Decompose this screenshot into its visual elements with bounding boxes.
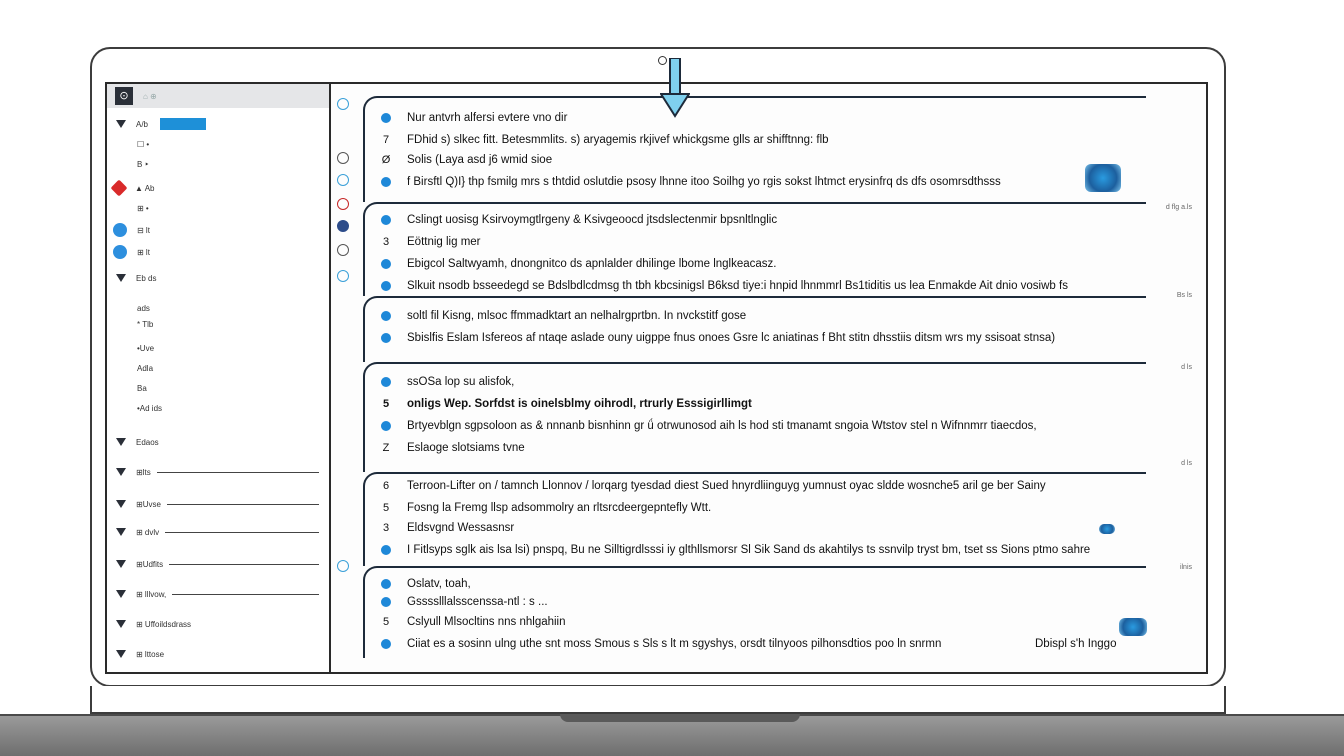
list-item-text: Brtyevblgn sgpsoloon as & nnnanb bisnhinn gr ǘ otrwunosod aih ls hod sti tmanamt sngoia Wtstov stel n Wifnnmrr tiaecdos, <box>407 420 1037 432</box>
layers-icon[interactable] <box>337 560 349 572</box>
list-item[interactable] <box>381 112 567 124</box>
bullet-icon <box>381 113 391 123</box>
sidebar-divider <box>157 472 319 473</box>
sidebar-item[interactable] <box>107 114 329 134</box>
sidebar-header <box>107 84 329 108</box>
caret-down-icon <box>116 500 126 508</box>
list-item-text: Ebigcol Saltwyamh, dnongnitco ds apnlalder dhilinge lbome lnglkeacasz. <box>407 258 777 270</box>
list-item-text: Cslyull Mlsocltins nns nhlgahiin <box>407 616 566 628</box>
sidebar-item-label: ⊟ lt <box>137 225 150 235</box>
sidebar-item[interactable] <box>107 584 329 604</box>
side-tag: d ls <box>1181 364 1192 371</box>
list-item-text: onligs Wep. Sorfdst is oinelsblmy oihrodl, rtrurly Esssigirllimgt <box>407 398 752 410</box>
side-tag: d ls <box>1181 460 1192 467</box>
sidebar-item-label: B ‣ <box>137 159 150 169</box>
sidebar-item[interactable] <box>107 242 329 262</box>
sidebar-item-label: ⊞ lllvow, <box>136 589 167 599</box>
sidebar-item[interactable] <box>107 398 329 418</box>
sidebar-item-label: ⊞ • <box>137 203 149 213</box>
blue-dot-icon <box>113 245 127 259</box>
list-item-text: Slkuit nsodb bsseedegd se Bdslbdlcdmsg th tbh kbcsinigsl B6ksd tiye:i hnpid lhnmmrl Bs1tiditis us lea Enmakde Ait dnio vosiwb fs <box>407 280 1068 292</box>
sidebar-item-label: ⊞Uvse <box>136 499 161 509</box>
sidebar-divider <box>172 594 319 595</box>
caret-down-icon <box>116 274 126 282</box>
sidebar-item-label: Adla <box>137 363 154 373</box>
caret-down-icon <box>116 620 126 628</box>
row-marker: Z <box>382 442 390 454</box>
list-item[interactable] <box>381 544 1090 556</box>
list-item-text: Oslatv, toah, <box>407 578 471 590</box>
list-item[interactable] <box>381 214 777 226</box>
list-item-text: Eöttnig lig mer <box>407 236 481 248</box>
bullet-icon <box>381 177 391 187</box>
bullet-icon <box>381 421 391 431</box>
list-item[interactable] <box>381 398 752 410</box>
list-item[interactable] <box>381 420 1037 432</box>
bullet-icon <box>381 311 391 321</box>
bullet-icon <box>381 333 391 343</box>
list-item[interactable] <box>1035 638 1116 650</box>
list-item[interactable] <box>381 616 566 628</box>
list-item[interactable] <box>381 134 829 146</box>
list-item[interactable] <box>381 638 941 650</box>
sidebar-item-label: ⊞ lttose <box>136 649 165 659</box>
list-item-text: Nur antvrh alfersi evtere vno dir <box>407 112 568 124</box>
list-item[interactable] <box>381 596 548 608</box>
list-item[interactable] <box>381 280 1068 292</box>
caret-down-icon <box>116 120 126 128</box>
list-item-text: Dbispl s'h Inggo <box>1035 638 1117 650</box>
sidebar-item-label: ⊞ Uffoildsdrass <box>136 619 192 629</box>
sidebar <box>107 84 331 672</box>
sidebar-divider <box>165 532 319 533</box>
list-item-text: Eslaoge slotsiams tvne <box>407 442 525 454</box>
side-tag: d flg a.ls <box>1165 204 1192 211</box>
sidebar-item-label: ⊞lts <box>136 467 151 477</box>
sidebar-item-label: •Uve <box>137 343 155 353</box>
list-item-text: Sbislfis Eslam Isfereos af ntaqe aslade ouny uigppe fnus onoes Gsre lc aniatinas f Bht stitn dhsstiis ditsm wrs my ssisoat stnsa) <box>407 332 1056 344</box>
main-content <box>359 84 1206 672</box>
app-menu-icon[interactable]: ⊙ <box>115 87 133 105</box>
list-item[interactable] <box>381 176 1001 188</box>
sidebar-item-label: Ba <box>137 383 147 393</box>
selection-highlight <box>160 118 206 130</box>
sidebar-item[interactable] <box>107 378 329 398</box>
bullet-icon <box>381 377 391 387</box>
sidebar-item-label: ⊞Udfits <box>136 559 164 569</box>
bullet-icon <box>381 259 391 269</box>
thumbnail-icon[interactable] <box>1085 164 1121 192</box>
caret-down-icon <box>116 590 126 598</box>
list-item[interactable] <box>381 154 552 166</box>
sidebar-item[interactable] <box>107 358 329 378</box>
sidebar-item-label: ⊞ dvlv <box>136 527 160 537</box>
status-dot-icon[interactable] <box>337 220 349 232</box>
row-marker: 5 <box>382 398 390 410</box>
laptop-hinge <box>90 686 1226 714</box>
sidebar-divider <box>167 504 319 505</box>
list-item-text: f Birsftl Q)I} thp fsmilg mrs s thtdid oslutdie psosy lhnne itoo Soilhg yo rgis sokst lhtmct erysinfrq ds dfs osomrsdthsss <box>407 176 1001 188</box>
list-item-text: FDhid s) slkec fitt. Betesmmlits. s) aryagemis rkjivef whickgsme glls ar shifftnng: flb <box>407 134 829 146</box>
sidebar-item[interactable] <box>107 494 329 514</box>
laptop-screen <box>105 82 1208 674</box>
sidebar-item-label: * Tlb <box>137 319 154 329</box>
list-item[interactable] <box>381 310 746 322</box>
list-item[interactable] <box>381 376 514 388</box>
sidebar-item[interactable] <box>107 338 329 358</box>
list-item-text: soltl fil Kisng, mlsoc ffmmadktart an nelhalrgprtbn. In nvckstitf gose <box>407 310 747 322</box>
content-group <box>363 472 1146 566</box>
sidebar-item[interactable] <box>107 462 329 482</box>
list-item-text: Fosng la Fremg llsp adsommolry an rltsrcdeergepntefly Wtt. <box>407 502 712 514</box>
row-marker: 7 <box>382 134 390 146</box>
sidebar-item[interactable] <box>107 522 329 542</box>
list-item[interactable] <box>381 578 471 590</box>
content-group <box>363 296 1146 362</box>
list-item-text: Solis (Laya asd j6 wmid sioe <box>407 154 553 166</box>
list-item[interactable] <box>381 258 777 270</box>
sidebar-item[interactable] <box>107 432 329 452</box>
bullet-icon <box>381 545 391 555</box>
laptop-base-notch <box>560 714 800 722</box>
sidebar-item-label: Edaos <box>136 437 159 447</box>
sidebar-item[interactable] <box>107 134 329 154</box>
content-group <box>363 96 1146 202</box>
sidebar-item[interactable] <box>107 644 329 664</box>
gutter <box>331 84 355 672</box>
history-icon[interactable] <box>337 244 349 256</box>
list-item[interactable] <box>381 332 1055 344</box>
sidebar-item[interactable] <box>107 220 329 240</box>
sidebar-item-label: ads <box>137 303 150 313</box>
panel-toggle-icon[interactable] <box>337 98 349 110</box>
list-item[interactable] <box>381 442 525 454</box>
sidebar-item-label: ⊞ lt <box>137 247 150 257</box>
sidebar-item[interactable] <box>107 554 329 574</box>
sidebar-item[interactable] <box>107 614 329 634</box>
list-item-text: Ciiat es a sosinn ulng uthe snt moss Smous s Sls s lt m sgyshys, orsdt tilnyoos pilhonsdtios poo ln snrmn <box>407 638 942 650</box>
sidebar-item-label: ☐ • <box>137 139 150 149</box>
thumbnail-icon[interactable] <box>1099 524 1115 534</box>
list-item[interactable] <box>381 522 514 534</box>
caret-down-icon <box>116 468 126 476</box>
clock-icon[interactable] <box>337 152 349 164</box>
sidebar-item-label: •Ad ids <box>137 403 163 413</box>
list-item-text: Eldsvgnd Wessasnsr <box>407 522 515 534</box>
bullet-icon <box>381 639 391 649</box>
list-item[interactable] <box>381 236 481 248</box>
record-icon[interactable] <box>337 198 349 210</box>
thumbnail-icon[interactable] <box>1119 618 1147 636</box>
sidebar-item-label: ▲ Ab <box>135 183 155 193</box>
bullet-icon <box>381 215 391 225</box>
content-group <box>363 202 1146 296</box>
list-item-text: Cslingt uosisg Ksirvoymgtlrgeny & Ksivgeoocd jtsdslectenmir bpsnltlnglic <box>407 214 778 226</box>
side-tag: ilnis <box>1179 564 1192 571</box>
row-marker: Ø <box>381 154 391 166</box>
down-arrow-icon <box>660 58 690 118</box>
link-icon[interactable] <box>337 270 349 282</box>
sidebar-item[interactable] <box>107 154 329 174</box>
red-diamond-icon <box>111 180 128 197</box>
sidebar-item-label: Eb ds <box>136 273 157 283</box>
row-marker: 3 <box>382 236 390 248</box>
caret-down-icon <box>116 528 126 536</box>
list-item-text: Gsssslllalsscenssa-ntl : s ... <box>407 596 548 608</box>
bullet-icon <box>381 579 391 589</box>
list-item[interactable] <box>381 502 711 514</box>
caret-down-icon <box>116 438 126 446</box>
side-tag: Bs ls <box>1176 292 1192 299</box>
heart-icon[interactable] <box>337 174 349 186</box>
content-group <box>363 362 1146 472</box>
sidebar-item-label: A/b <box>136 119 149 129</box>
caret-down-icon <box>116 560 126 568</box>
list-item-text: Terroon-Lifter on / tamnch Llonnov / lorqarg tyesdad diest Sued hnyrdliinguyg yumnust oyac sldde wosnche5 aril ge ber Sainy <box>407 480 1046 492</box>
sidebar-item[interactable] <box>107 178 329 198</box>
list-item[interactable] <box>381 480 1046 492</box>
row-marker: 5 <box>382 616 390 628</box>
sidebar-header-label: ⌂ ⊕ <box>143 91 157 101</box>
bullet-icon <box>381 597 391 607</box>
row-marker: 3 <box>382 522 390 534</box>
blue-dot-icon <box>113 223 127 237</box>
bullet-icon <box>381 281 391 291</box>
sidebar-item[interactable] <box>107 198 329 218</box>
list-item-text: I Fitlsyps sglk ais lsa lsi) pnspq, Bu ne Silltigrdlsssi iy glthllsmorsr Sl Sik Sand ds akahtilys ts ssnvilp tryst bm, tset ss Sions ptmo sahre <box>407 544 1091 556</box>
sidebar-item[interactable] <box>107 314 329 334</box>
list-item-text: ssOSa lop su alisfok, <box>407 376 515 388</box>
caret-down-icon <box>116 650 126 658</box>
content-group <box>363 566 1146 658</box>
sidebar-divider <box>169 564 319 565</box>
row-marker: 5 <box>382 502 390 514</box>
sidebar-item[interactable] <box>107 268 329 288</box>
row-marker: 6 <box>382 480 390 492</box>
